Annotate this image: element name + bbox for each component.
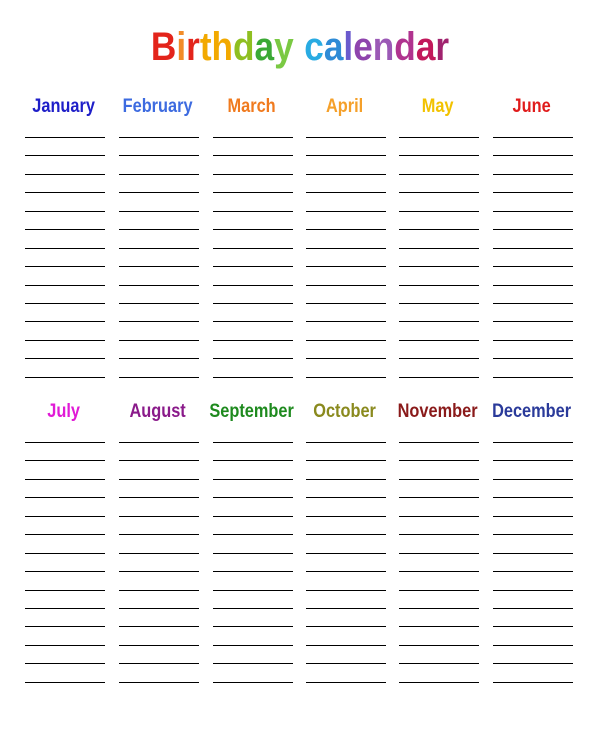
entry-line[interactable]	[213, 174, 293, 175]
entry-line[interactable]	[213, 460, 293, 461]
entry-line[interactable]	[119, 155, 199, 156]
entry-line[interactable]	[399, 137, 479, 138]
entry-line[interactable]	[119, 534, 199, 535]
entry-line[interactable]	[493, 460, 573, 461]
entry-line[interactable]	[25, 682, 105, 683]
entry-line[interactable]	[25, 626, 105, 627]
entry-line[interactable]	[399, 377, 479, 378]
entry-line[interactable]	[306, 663, 386, 664]
entry-line[interactable]	[493, 321, 573, 322]
entry-line[interactable]	[399, 266, 479, 267]
entry-line[interactable]	[119, 645, 199, 646]
entry-line[interactable]	[25, 248, 105, 249]
entry-line[interactable]	[213, 663, 293, 664]
entry-line[interactable]	[306, 497, 386, 498]
title-letter	[294, 22, 305, 72]
entry-line[interactable]	[25, 645, 105, 646]
entry-line[interactable]	[493, 211, 573, 212]
entry-line[interactable]	[306, 553, 386, 554]
entry-line[interactable]	[306, 266, 386, 267]
entry-line[interactable]	[399, 663, 479, 664]
entry-line[interactable]	[399, 497, 479, 498]
entry-line[interactable]	[493, 174, 573, 175]
entry-line[interactable]	[493, 358, 573, 359]
entry-lines	[213, 137, 293, 395]
entry-line[interactable]	[213, 248, 293, 249]
month-column-february	[119, 94, 199, 120]
entry-line[interactable]	[213, 285, 293, 286]
title-letter: t	[199, 25, 212, 69]
entry-line[interactable]	[399, 682, 479, 683]
entry-line[interactable]	[306, 358, 386, 359]
entry-line[interactable]	[306, 460, 386, 461]
entry-line[interactable]	[213, 340, 293, 341]
entry-line[interactable]	[493, 340, 573, 341]
month-label: November	[397, 401, 478, 422]
entry-line[interactable]	[25, 211, 105, 212]
month-label: October	[313, 401, 376, 422]
entry-line[interactable]	[213, 626, 293, 627]
entry-line[interactable]	[399, 626, 479, 627]
title-letter: i	[176, 25, 187, 69]
entry-line[interactable]	[399, 321, 479, 322]
entry-line[interactable]	[493, 608, 573, 609]
month-label: May	[421, 96, 454, 117]
entry-line[interactable]	[119, 553, 199, 554]
month-column-november	[399, 399, 479, 425]
entry-line[interactable]	[493, 285, 573, 286]
entry-line[interactable]	[119, 497, 199, 498]
entry-line[interactable]	[213, 358, 293, 359]
entry-line[interactable]	[399, 340, 479, 341]
entry-lines	[306, 442, 386, 700]
entry-line[interactable]	[306, 442, 386, 443]
entry-line[interactable]	[119, 340, 199, 341]
entry-line[interactable]	[119, 303, 199, 304]
entry-line[interactable]	[119, 358, 199, 359]
entry-line[interactable]	[493, 155, 573, 156]
entry-line[interactable]	[493, 534, 573, 535]
entry-line[interactable]	[213, 137, 293, 138]
entry-line[interactable]	[493, 229, 573, 230]
entry-line[interactable]	[213, 571, 293, 572]
entry-line[interactable]	[119, 377, 199, 378]
entry-line[interactable]	[306, 516, 386, 517]
entry-line[interactable]	[213, 516, 293, 517]
entry-line[interactable]	[213, 645, 293, 646]
entry-line[interactable]	[213, 497, 293, 498]
title-letter: a	[415, 25, 436, 69]
entry-line[interactable]	[493, 590, 573, 591]
entry-line[interactable]	[399, 516, 479, 517]
month-label: June	[512, 96, 551, 117]
month-label: December	[492, 401, 572, 422]
entry-line[interactable]	[213, 590, 293, 591]
entry-line[interactable]	[399, 608, 479, 609]
entry-line[interactable]	[119, 248, 199, 249]
entry-lines	[25, 442, 105, 700]
month-column-december	[493, 399, 573, 425]
title-letter: d	[233, 25, 255, 69]
entry-line[interactable]	[493, 553, 573, 554]
entry-line[interactable]	[213, 229, 293, 230]
month-column-january	[25, 94, 105, 120]
title-letter: l	[343, 25, 354, 69]
entry-line[interactable]	[306, 174, 386, 175]
month-column-march	[213, 94, 293, 120]
title-letter: y	[274, 25, 294, 69]
month-label: August	[129, 401, 186, 422]
entry-line[interactable]	[25, 229, 105, 230]
entry-line[interactable]	[399, 248, 479, 249]
entry-line[interactable]	[493, 497, 573, 498]
title-letter: a	[254, 25, 275, 69]
entry-lines	[399, 442, 479, 700]
entry-line[interactable]	[119, 663, 199, 664]
entry-line[interactable]	[25, 479, 105, 480]
entry-line[interactable]	[25, 285, 105, 286]
entry-line[interactable]	[399, 571, 479, 572]
entry-line[interactable]	[119, 285, 199, 286]
entry-line[interactable]	[306, 137, 386, 138]
entry-line[interactable]	[25, 137, 105, 138]
entry-line[interactable]	[399, 645, 479, 646]
entry-line[interactable]	[493, 682, 573, 683]
entry-line[interactable]	[306, 285, 386, 286]
title-letter: a	[323, 25, 344, 69]
entry-line[interactable]	[306, 682, 386, 683]
entry-line[interactable]	[25, 534, 105, 535]
entry-line[interactable]	[25, 460, 105, 461]
month-label: July	[47, 401, 80, 422]
entry-lines	[493, 442, 573, 700]
entry-line[interactable]	[306, 590, 386, 591]
entry-line[interactable]	[213, 377, 293, 378]
entry-line[interactable]	[25, 553, 105, 554]
entry-line[interactable]	[213, 321, 293, 322]
entry-line[interactable]	[119, 266, 199, 267]
entry-line[interactable]	[25, 377, 105, 378]
entry-line[interactable]	[213, 266, 293, 267]
entry-lines	[399, 137, 479, 395]
month-column-june	[493, 94, 573, 120]
entry-line[interactable]	[119, 211, 199, 212]
entry-line[interactable]	[25, 497, 105, 498]
entry-line[interactable]	[25, 192, 105, 193]
entry-line[interactable]	[399, 192, 479, 193]
page-title	[36, 22, 564, 72]
entry-line[interactable]	[306, 229, 386, 230]
entry-line[interactable]	[119, 608, 199, 609]
month-label: April	[325, 96, 364, 117]
entry-line[interactable]	[306, 645, 386, 646]
entry-line[interactable]	[25, 571, 105, 572]
entry-line[interactable]	[399, 534, 479, 535]
entry-line[interactable]	[399, 553, 479, 554]
entry-line[interactable]	[493, 266, 573, 267]
entry-line[interactable]	[213, 534, 293, 535]
month-label: February	[122, 96, 193, 117]
title-letter: e	[353, 25, 373, 69]
entry-line[interactable]	[306, 608, 386, 609]
entry-line[interactable]	[399, 285, 479, 286]
entry-line[interactable]	[25, 516, 105, 517]
entry-line[interactable]	[25, 608, 105, 609]
title-letter: c	[304, 25, 324, 69]
entry-line[interactable]	[119, 626, 199, 627]
entry-line[interactable]	[213, 442, 293, 443]
title-letter: h	[211, 25, 234, 69]
entry-line[interactable]	[306, 155, 386, 156]
month-column-august	[119, 399, 199, 425]
entry-line[interactable]	[493, 377, 573, 378]
entry-line[interactable]	[119, 682, 199, 683]
entry-line[interactable]	[25, 303, 105, 304]
title-letter: r	[435, 25, 450, 69]
entry-line[interactable]	[119, 321, 199, 322]
entry-line[interactable]	[119, 229, 199, 230]
entry-line[interactable]	[213, 211, 293, 212]
entry-line[interactable]	[399, 479, 479, 480]
entry-line[interactable]	[25, 266, 105, 267]
entry-line[interactable]	[119, 571, 199, 572]
entry-line[interactable]	[119, 516, 199, 517]
month-label: September	[209, 401, 294, 422]
entry-line[interactable]	[25, 590, 105, 591]
entry-line[interactable]	[119, 442, 199, 443]
month-label: January	[32, 96, 95, 117]
entry-line[interactable]	[213, 192, 293, 193]
entry-line[interactable]	[306, 479, 386, 480]
entry-line[interactable]	[213, 155, 293, 156]
entry-line[interactable]	[399, 358, 479, 359]
title-letter: d	[394, 25, 416, 69]
entry-line[interactable]	[213, 682, 293, 683]
entry-line[interactable]	[25, 155, 105, 156]
entry-line[interactable]	[25, 358, 105, 359]
entry-line[interactable]	[399, 211, 479, 212]
month-column-may	[399, 94, 479, 120]
title-letter: B	[150, 25, 177, 69]
entry-line[interactable]	[493, 303, 573, 304]
entry-line[interactable]	[399, 590, 479, 591]
entry-line[interactable]	[213, 608, 293, 609]
entry-lines	[119, 442, 199, 700]
entry-line[interactable]	[119, 174, 199, 175]
entry-line[interactable]	[493, 663, 573, 664]
entry-line[interactable]	[493, 192, 573, 193]
entry-line[interactable]	[306, 321, 386, 322]
entry-line[interactable]	[119, 192, 199, 193]
entry-line[interactable]	[119, 479, 199, 480]
entry-line[interactable]	[25, 321, 105, 322]
entry-line[interactable]	[493, 571, 573, 572]
entry-line[interactable]	[493, 479, 573, 480]
entry-line[interactable]	[306, 192, 386, 193]
entry-line[interactable]	[306, 303, 386, 304]
entry-line[interactable]	[493, 516, 573, 517]
month-label: March	[227, 96, 276, 117]
entry-line[interactable]	[306, 340, 386, 341]
entry-line[interactable]	[213, 479, 293, 480]
entry-line[interactable]	[493, 626, 573, 627]
entry-line[interactable]	[399, 442, 479, 443]
entry-lines	[119, 137, 199, 395]
entry-line[interactable]	[119, 137, 199, 138]
month-column-july	[25, 399, 105, 425]
entry-line[interactable]	[306, 534, 386, 535]
title-letter: n	[372, 25, 395, 69]
entry-line[interactable]	[493, 248, 573, 249]
entry-line[interactable]	[493, 442, 573, 443]
entry-lines	[493, 137, 573, 395]
entry-line[interactable]	[25, 174, 105, 175]
entry-line[interactable]	[306, 626, 386, 627]
entry-lines	[306, 137, 386, 395]
month-column-october	[306, 399, 386, 425]
title-letter: r	[186, 25, 200, 69]
entry-line[interactable]	[399, 303, 479, 304]
month-column-april	[306, 94, 386, 120]
entry-line[interactable]	[213, 303, 293, 304]
entry-line[interactable]	[25, 663, 105, 664]
entry-lines	[25, 137, 105, 395]
entry-line[interactable]	[213, 553, 293, 554]
entry-line[interactable]	[119, 590, 199, 591]
entry-line[interactable]	[25, 340, 105, 341]
month-column-september	[209, 399, 294, 425]
entry-line[interactable]	[306, 248, 386, 249]
entry-line[interactable]	[399, 460, 479, 461]
entry-line[interactable]	[306, 377, 386, 378]
entry-line[interactable]	[119, 460, 199, 461]
entry-line[interactable]	[493, 645, 573, 646]
entry-line[interactable]	[399, 155, 479, 156]
entry-line[interactable]	[493, 137, 573, 138]
entry-line[interactable]	[306, 571, 386, 572]
entry-line[interactable]	[399, 174, 479, 175]
entry-lines	[213, 442, 293, 700]
entry-line[interactable]	[306, 211, 386, 212]
entry-line[interactable]	[399, 229, 479, 230]
entry-line[interactable]	[25, 442, 105, 443]
